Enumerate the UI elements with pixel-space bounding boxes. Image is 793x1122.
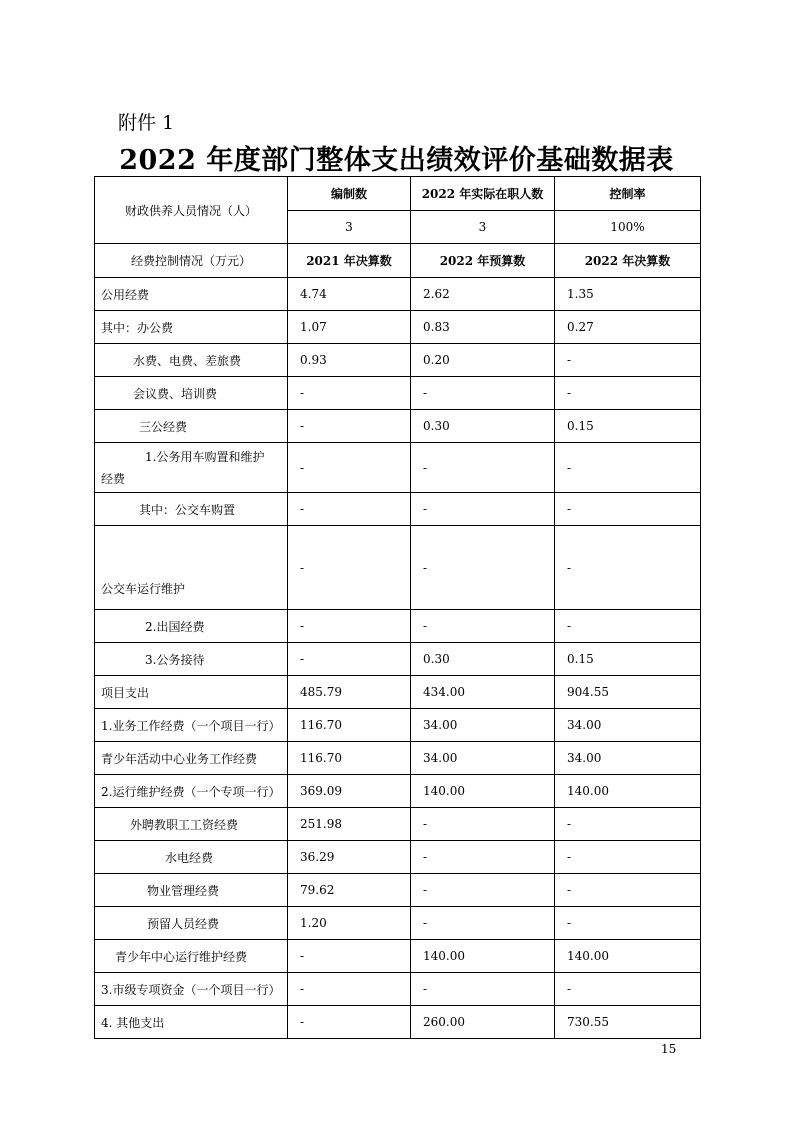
row-value: 34.00 — [555, 709, 701, 742]
expenses-header: 2022 年预算数 — [411, 244, 555, 278]
row-value: - — [555, 344, 701, 377]
row-value: 1.07 — [288, 311, 411, 344]
row-value: - — [555, 841, 701, 874]
row-label: 会议费、培训费 — [95, 377, 288, 410]
row-value: - — [555, 443, 701, 493]
row-value: 485.79 — [288, 676, 411, 709]
row-value: 0.27 — [555, 311, 701, 344]
row-value: - — [288, 493, 411, 526]
row-value: - — [411, 808, 555, 841]
row-value: 0.20 — [411, 344, 555, 377]
staffing-header: 控制率 — [555, 177, 701, 211]
staffing-value: 3 — [288, 211, 411, 244]
row-label: 预留人员经费 — [95, 907, 288, 940]
row-label: 公交车运行维护 — [95, 526, 288, 610]
row-value: 904.55 — [555, 676, 701, 709]
row-value: - — [555, 526, 701, 610]
row-value: 34.00 — [411, 709, 555, 742]
table-row — [95, 808, 701, 841]
staffing-label: 财政供养人员情况（人） — [95, 177, 288, 244]
row-label: 项目支出 — [95, 676, 288, 709]
row-value: 140.00 — [411, 775, 555, 808]
row-value: 260.00 — [411, 1006, 555, 1039]
row-value: - — [411, 610, 555, 643]
row-label — [95, 443, 288, 493]
row-value: - — [288, 377, 411, 410]
expenses-header-row — [95, 244, 701, 278]
staffing-value: 3 — [411, 211, 555, 244]
row-value: 434.00 — [411, 676, 555, 709]
row-label-line: 1.公务用车购置和维护 — [145, 449, 265, 464]
row-value: 2.62 — [411, 278, 555, 311]
row-value: 79.62 — [288, 874, 411, 907]
row-value: - — [288, 643, 411, 676]
table-row — [95, 841, 701, 874]
table-row — [95, 377, 701, 410]
row-value: - — [555, 377, 701, 410]
row-label: 公用经费 — [95, 278, 288, 311]
table-row — [95, 493, 701, 526]
table-row — [95, 874, 701, 907]
row-value: 140.00 — [555, 775, 701, 808]
row-value: - — [288, 1006, 411, 1039]
table-row — [95, 643, 701, 676]
staffing-value: 100% — [555, 211, 701, 244]
budget-table — [94, 176, 701, 1039]
row-label: 水费、电费、差旅费 — [95, 344, 288, 377]
row-label: 外聘教职工工资经费 — [95, 808, 288, 841]
table-row — [95, 775, 701, 808]
row-label: 4. 其他支出 — [95, 1006, 288, 1039]
row-value: 4.74 — [288, 278, 411, 311]
table-row — [95, 410, 701, 443]
row-value: 1.20 — [288, 907, 411, 940]
table-row — [95, 610, 701, 643]
row-value: - — [411, 973, 555, 1006]
expenses-header: 2021 年决算数 — [288, 244, 411, 278]
row-label: 2.运行维护经费（一个专项一行） — [95, 775, 288, 808]
row-value: 0.83 — [411, 311, 555, 344]
row-value: - — [411, 874, 555, 907]
row-value: 369.09 — [288, 775, 411, 808]
row-value: - — [555, 907, 701, 940]
row-value: 0.93 — [288, 344, 411, 377]
row-value: - — [555, 610, 701, 643]
expenses-label: 经费控制情况（万元） — [95, 244, 288, 278]
row-value: - — [555, 874, 701, 907]
row-value: 730.55 — [555, 1006, 701, 1039]
row-value: - — [288, 973, 411, 1006]
row-label: 物业管理经费 — [95, 874, 288, 907]
row-value: 140.00 — [411, 940, 555, 973]
row-label: 2.出国经费 — [95, 610, 288, 643]
table-row — [95, 443, 701, 493]
row-value: 140.00 — [555, 940, 701, 973]
row-value: - — [555, 493, 701, 526]
attachment-label: 附件 1 — [118, 112, 175, 134]
row-value: 116.70 — [288, 742, 411, 775]
staffing-header-row — [95, 177, 701, 211]
row-value: 116.70 — [288, 709, 411, 742]
row-value: - — [288, 526, 411, 610]
table-row — [95, 709, 701, 742]
table-row — [95, 526, 701, 610]
row-value: 0.30 — [411, 410, 555, 443]
row-label: 三公经费 — [95, 410, 288, 443]
table-row — [95, 311, 701, 344]
row-label: 1.业务工作经费（一个项目一行） — [95, 709, 288, 742]
table-row — [95, 940, 701, 973]
table-row — [95, 344, 701, 377]
row-label: 3.公务接待 — [95, 643, 288, 676]
row-label: 3.市级专项资金（一个项目一行） — [95, 973, 288, 1006]
row-value: - — [411, 493, 555, 526]
row-label: 青少年中心运行维护经费 — [95, 940, 288, 973]
row-value: - — [411, 443, 555, 493]
row-value: 0.15 — [555, 643, 701, 676]
row-label: 其中：办公费 — [95, 311, 288, 344]
row-value: - — [411, 907, 555, 940]
page-title: 2022 年度部门整体支出绩效评价基础数据表 — [119, 145, 674, 176]
row-value: - — [288, 410, 411, 443]
row-value: 36.29 — [288, 841, 411, 874]
row-value: - — [411, 377, 555, 410]
row-value: - — [288, 940, 411, 973]
row-value: 34.00 — [411, 742, 555, 775]
row-label-line: 经费 — [101, 471, 126, 486]
row-label: 其中：公交车购置 — [95, 493, 288, 526]
row-label: 青少年活动中心业务工作经费 — [95, 742, 288, 775]
table-row — [95, 907, 701, 940]
row-value: 34.00 — [555, 742, 701, 775]
expense-rows — [95, 278, 701, 1039]
row-value: 0.15 — [555, 410, 701, 443]
staffing-header: 2022 年实际在职人数 — [411, 177, 555, 211]
table-row — [95, 676, 701, 709]
table-row — [95, 278, 701, 311]
table-row — [95, 1006, 701, 1039]
row-value: - — [288, 443, 411, 493]
row-value: 1.35 — [555, 278, 701, 311]
row-value: - — [411, 526, 555, 610]
page-number: 15 — [661, 1042, 677, 1056]
row-value: - — [555, 973, 701, 1006]
expenses-header: 2022 年决算数 — [555, 244, 701, 278]
table-row — [95, 973, 701, 1006]
table-row — [95, 742, 701, 775]
row-label: 水电经费 — [95, 841, 288, 874]
staffing-header: 编制数 — [288, 177, 411, 211]
row-value: 251.98 — [288, 808, 411, 841]
row-value: 0.30 — [411, 643, 555, 676]
row-value: - — [411, 841, 555, 874]
row-value: - — [555, 808, 701, 841]
row-value: - — [288, 610, 411, 643]
